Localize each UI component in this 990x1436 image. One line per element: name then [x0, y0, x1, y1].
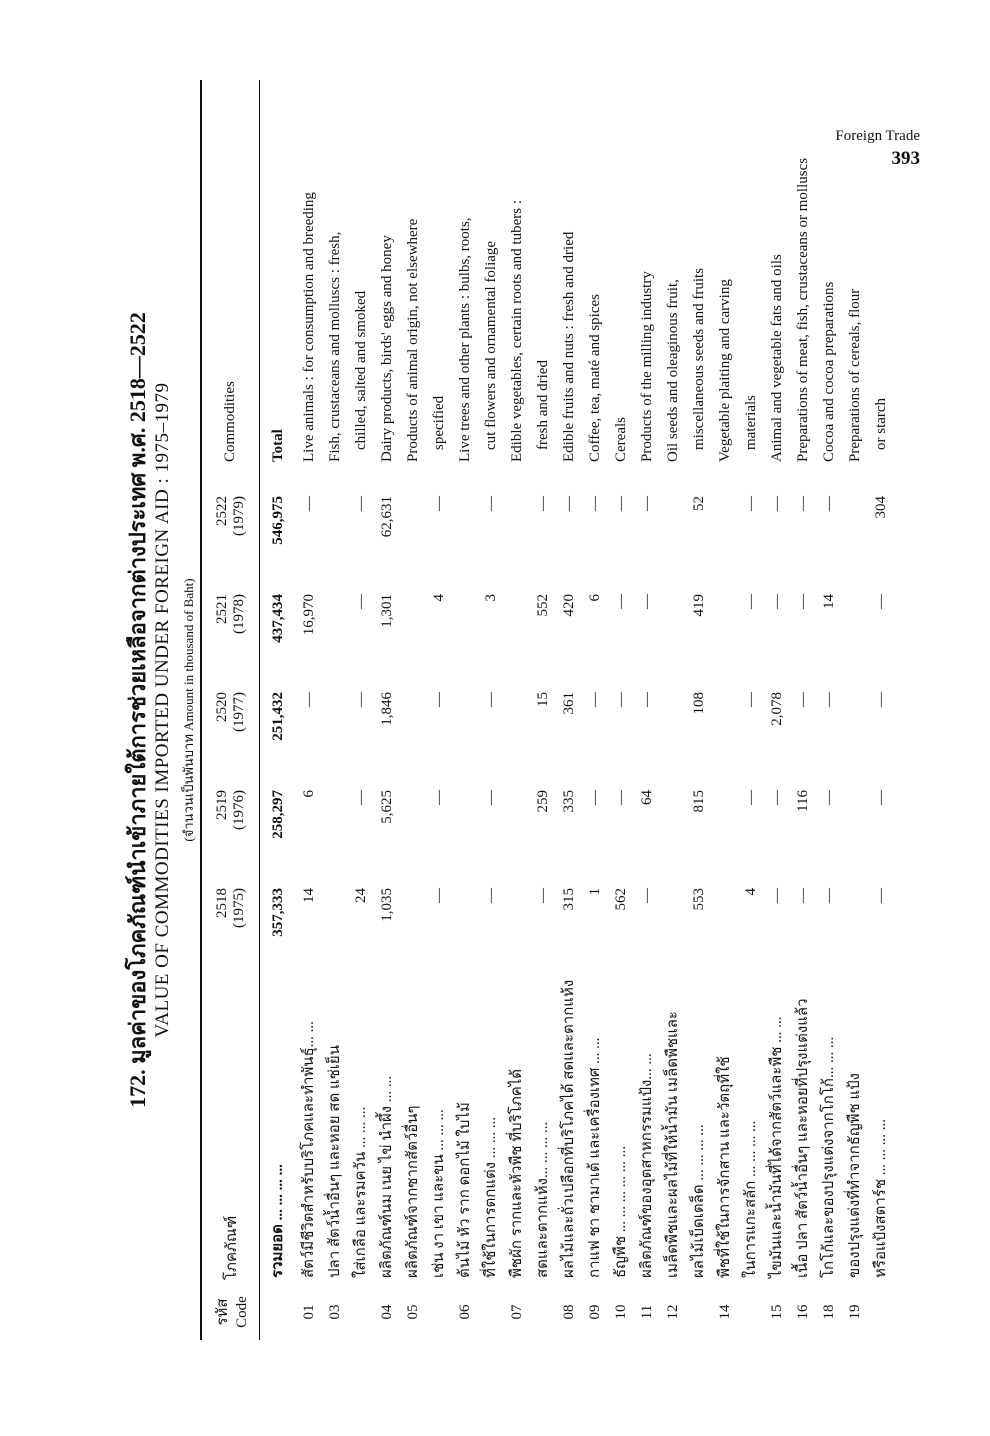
page-number: 393 — [891, 148, 920, 169]
year-header-1977 — [201, 678, 260, 776]
rotated-table-page — [120, 80, 990, 1340]
row-value-2518: 315 — [561, 888, 577, 911]
row-commodity-thai: ไขมันและน้ำมันที่ได้จากสัตว์และพืช ... ... — [769, 1016, 785, 1278]
row-value-2518: 24 — [353, 888, 369, 903]
row-value-2521: 552 — [535, 594, 551, 617]
row-value-2519: — — [613, 790, 629, 805]
row-value-2518: — — [795, 888, 811, 903]
row-value-2522: — — [743, 496, 759, 511]
row-code: 11 — [639, 1304, 655, 1320]
row-value-2519 — [660, 776, 686, 874]
table-row — [764, 80, 790, 1340]
table-row — [660, 80, 686, 1340]
row-value-2519: — — [483, 790, 499, 805]
row-value-2521: — — [743, 594, 759, 609]
row-value-2521: 14 — [821, 594, 837, 609]
row-value-2521 — [842, 580, 868, 678]
row-commodity-thai: สัตว์มีชีวิตสำหรับบริโภคและทำพันธุ์... ... — [301, 1021, 317, 1278]
row-code — [426, 1284, 452, 1340]
row-commodity-thai: เช่น งา เขา และขน ... ... ... — [431, 1109, 447, 1278]
row-value-2522: 304 — [873, 496, 889, 519]
row-code — [738, 1284, 764, 1340]
year-header-english: (1979) — [230, 496, 247, 536]
row-value-2522 — [400, 482, 426, 580]
row-value-2520 — [842, 678, 868, 776]
row-value-2520: 108 — [691, 692, 707, 715]
row-code — [530, 1284, 556, 1340]
row-commodity-thai: ผลไม้และถั่วเปลือกที่บริโภคได้ สดและตากแห้ง — [561, 979, 577, 1278]
row-value-2519 — [842, 776, 868, 874]
row-code: 04 — [379, 1304, 395, 1320]
row-value-2519: — — [587, 790, 603, 805]
code-header-english: Code — [234, 1296, 250, 1328]
row-commodity-english: specified — [431, 395, 447, 450]
row-value-2518 — [842, 874, 868, 972]
row-code: 09 — [587, 1304, 603, 1320]
row-value-2522: — — [769, 496, 785, 511]
row-value-2520: — — [301, 692, 317, 707]
year-header-english: (1977) — [230, 692, 247, 732]
table-row — [426, 80, 452, 1340]
year-header-thai: 2518 — [213, 888, 230, 918]
row-code — [478, 1284, 504, 1340]
row-value-2519: 5,625 — [379, 790, 395, 824]
year-header-1979 — [201, 482, 260, 580]
row-value-2518: — — [483, 888, 499, 903]
row-value-2518: — — [821, 888, 837, 903]
row-commodity-thai: ปลา สัตว์น้ำอื่นๆ และหอย สด แช่เย็น — [327, 1045, 343, 1278]
row-value-2520 — [452, 678, 478, 776]
commodity-thai-header: โภคภัณฑ์ — [201, 972, 260, 1284]
row-value-2519: 116 — [795, 790, 811, 812]
year-header-thai: 2522 — [213, 496, 230, 526]
row-value-2522: — — [353, 496, 369, 511]
row-value-2518: 553 — [691, 888, 707, 911]
row-value-2521: 1,301 — [379, 594, 395, 628]
row-value-2521 — [400, 580, 426, 678]
table-title-thai: 172. มูลค่าของโภคภัณฑ์นำเข้าภายใต้การช่วยเหลือจากต่างประเทศ พ.ศ. 2518—2522 — [125, 312, 150, 1108]
row-value-2520: — — [353, 692, 369, 707]
commodities-table — [200, 80, 894, 1340]
row-commodity-thai: ใส่เกลือ และรมควัน ... ... ... — [353, 1106, 369, 1278]
row-code: 15 — [769, 1304, 785, 1320]
row-value-2522: 62,631 — [379, 496, 395, 538]
row-value-2522: — — [431, 496, 447, 511]
row-value-2519 — [712, 776, 738, 874]
row-commodity-english: Edible vegetables, certain roots and tubers : — [509, 200, 525, 462]
row-value-2522: 52 — [691, 496, 707, 511]
row-code — [686, 1284, 712, 1340]
year-header-1976 — [201, 776, 260, 874]
row-value-2520: — — [587, 692, 603, 707]
row-commodity-english: miscellaneous seeds and fruits — [691, 267, 707, 450]
row-value-2521: 420 — [561, 594, 577, 617]
row-value-2518: 1,035 — [379, 888, 395, 922]
row-commodity-english: Animal and vegetable fats and oils — [769, 254, 785, 462]
row-commodity-english: Vegetable plaiting and carving — [717, 279, 733, 462]
row-code: 14 — [717, 1304, 733, 1320]
row-commodity-english: cut flowers and ornamental foliage — [483, 240, 499, 450]
row-value-2519: — — [431, 790, 447, 805]
row-value-2520: — — [821, 692, 837, 707]
row-value-2521 — [712, 580, 738, 678]
row-value-2519 — [322, 776, 348, 874]
row-value-2518 — [712, 874, 738, 972]
year-header-1978 — [201, 580, 260, 678]
row-value-2519: — — [353, 790, 369, 805]
row-commodity-thai: ผลิตภัณฑ์ของอุตสาหกรรมแป้ง... ... — [639, 1053, 655, 1278]
row-value-2522 — [322, 482, 348, 580]
row-value-2518 — [452, 874, 478, 972]
row-value-2519: — — [769, 790, 785, 805]
row-commodity-english: Edible fruits and nuts : fresh and dried — [561, 231, 577, 462]
row-commodity-english: Coffee, tea, maté and spices — [587, 294, 603, 462]
row-commodity-thai: เมล็ดพืชและผลไม้ที่ให้น้ำมัน เมล็ดพืชและ — [665, 1011, 681, 1278]
row-value-2522 — [452, 482, 478, 580]
row-value-2521 — [660, 580, 686, 678]
row-value-2518: — — [431, 888, 447, 903]
row-commodity-thai: ต้นไม้ หัว ราก ดอกไม้ ใบไม้ — [457, 1102, 473, 1278]
row-value-2522: — — [639, 496, 655, 511]
row-commodity-thai: ที่ใช้ในการตกแต่ง ... ... ... — [483, 1116, 499, 1278]
row-value-2520: — — [431, 692, 447, 707]
row-value-2519 — [452, 776, 478, 874]
row-commodity-english: Preparations of cereals, flour — [847, 288, 863, 462]
code-header-thai: รหัส — [215, 1298, 231, 1326]
row-value-2521 — [452, 580, 478, 678]
row-value-2518: — — [639, 888, 655, 903]
section-header: Foreign Trade — [835, 128, 920, 144]
row-value-2520: — — [639, 692, 655, 707]
commodities-english-header: Commodities — [201, 80, 260, 482]
row-code: 10 — [613, 1304, 629, 1320]
row-value-2521: 4 — [431, 594, 447, 602]
row-value-2520: 361 — [561, 692, 577, 715]
row-commodity-english: Live trees and other plants : bulbs, roots, — [457, 217, 473, 462]
row-code: 12 — [665, 1304, 681, 1320]
table-row — [374, 80, 400, 1340]
row-value-2522: — — [301, 496, 317, 511]
row-commodity-english: materials — [743, 395, 759, 450]
row-value-2520: — — [613, 692, 629, 707]
row-commodity-thai: ผลิตภัณฑ์จากซากสัตว์อื่นๆ — [405, 1105, 421, 1278]
row-value-2518 — [504, 874, 530, 972]
row-code: 07 — [509, 1304, 525, 1320]
row-commodity-thai: พืชที่ใช้ในการจักสาน และวัตถุที่ใช้ — [717, 1056, 733, 1278]
row-value-2519: — — [873, 790, 889, 805]
row-code: 01 — [301, 1304, 317, 1320]
table-row — [608, 80, 634, 1340]
row-commodity-english: Products of the milling industry — [639, 271, 655, 462]
year-header-english: (1976) — [230, 790, 247, 830]
row-value-2521: — — [769, 594, 785, 609]
row-value-2522 — [842, 482, 868, 580]
row-commodity-thai: ธัญพืช ... ... ... ... ... ... — [613, 1145, 629, 1278]
row-commodity-english: Live animals : for consumption and breeding — [301, 192, 317, 462]
row-value-2519: 259 — [535, 790, 551, 813]
row-value-2521: 16,970 — [301, 594, 317, 636]
row-commodity-english: Total — [270, 429, 286, 462]
table-title-english: VALUE OF COMMODITIES IMPORTED UNDER FOREIGN AID : 1975–1979 — [152, 382, 173, 1038]
row-value-2521: — — [353, 594, 369, 609]
table-row — [400, 80, 426, 1340]
row-value-2519: 6 — [301, 790, 317, 798]
row-commodity-english: fresh and dried — [535, 360, 551, 450]
row-value-2520: 251,432 — [270, 692, 286, 741]
row-value-2519 — [400, 776, 426, 874]
row-value-2522: — — [821, 496, 837, 511]
row-value-2520: 1,846 — [379, 692, 395, 726]
row-value-2522: 546,975 — [270, 496, 286, 545]
row-commodity-english: Cereals — [613, 417, 629, 462]
row-value-2521: 419 — [691, 594, 707, 617]
row-value-2520 — [712, 678, 738, 776]
row-commodity-english: chilled, salted and smoked — [353, 290, 369, 450]
row-commodity-english: Cocoa and cocoa preparations — [821, 281, 837, 462]
row-value-2518: — — [535, 888, 551, 903]
row-value-2520: 15 — [535, 692, 551, 707]
row-code — [348, 1284, 374, 1340]
row-value-2518: 4 — [743, 888, 759, 896]
row-value-2521 — [322, 580, 348, 678]
row-commodity-thai: ผลไม้เบ็ดเตล็ด ... ... ... ... — [691, 1124, 707, 1278]
row-code — [868, 1284, 894, 1340]
row-commodity-english: Oil seeds and oleaginous fruit, — [665, 279, 681, 462]
row-commodity-thai: รวมยอด ... ... ... ... — [270, 1164, 286, 1278]
table-header — [201, 80, 260, 1340]
row-value-2519: 258,297 — [270, 790, 286, 839]
row-commodity-thai: ของปรุงแต่งที่ทำจากธัญพืช แป้ง — [847, 1073, 863, 1278]
table-row — [530, 80, 556, 1340]
row-commodity-english: Products of animal origin, not elsewhere — [405, 218, 421, 462]
row-code — [260, 1284, 297, 1340]
row-value-2521: 437,434 — [270, 594, 286, 643]
table-row — [816, 80, 842, 1340]
row-commodity-english: Preparations of meat, fish, crustaceans or molluscs — [795, 157, 811, 462]
row-code: 05 — [405, 1304, 421, 1320]
row-code: 03 — [327, 1304, 343, 1320]
table-row — [556, 80, 582, 1340]
table-body — [260, 80, 895, 1340]
table-row — [322, 80, 348, 1340]
row-code: 16 — [795, 1304, 811, 1320]
row-value-2518 — [400, 874, 426, 972]
row-value-2521: 3 — [483, 594, 499, 602]
table-row — [712, 80, 738, 1340]
row-code: 06 — [457, 1304, 473, 1320]
table-row — [478, 80, 504, 1340]
table-row — [504, 80, 530, 1340]
row-value-2521: — — [795, 594, 811, 609]
row-value-2518 — [322, 874, 348, 972]
year-header-thai: 2519 — [213, 790, 230, 820]
row-code: 19 — [847, 1304, 863, 1320]
table-unit-note: (จำนวนเป็นพันบาท Amount in thousand of Baht) — [181, 578, 196, 842]
row-commodity-thai: พืชผัก รากและหัวพืช ที่บริโภคได้ — [509, 1068, 525, 1278]
table-row — [738, 80, 764, 1340]
row-value-2518: 357,333 — [270, 888, 286, 937]
row-commodity-thai: ผลิตภัณฑ์นม เนย ไข่ นำผึ้ง ... ... — [379, 1075, 395, 1278]
row-commodity-thai: เนื้อ ปลา สัตว์น้ำอื่นๆ และหอยที่ปรุงแต่งแล้ว — [795, 998, 811, 1278]
row-value-2519: — — [821, 790, 837, 805]
table-row — [452, 80, 478, 1340]
row-value-2522: — — [535, 496, 551, 511]
table-row — [790, 80, 816, 1340]
row-commodity-thai: ในการแกะสลัก ... ... ... ... — [743, 1120, 759, 1278]
row-value-2520: — — [873, 692, 889, 707]
table-row — [348, 80, 374, 1340]
year-header-1975 — [201, 874, 260, 972]
table-row — [634, 80, 660, 1340]
row-commodity-english: Fish, crustaceans and molluscs : fresh, — [327, 231, 343, 462]
row-code: 18 — [821, 1304, 837, 1320]
row-value-2522: — — [587, 496, 603, 511]
row-value-2519: 335 — [561, 790, 577, 813]
row-value-2520: — — [743, 692, 759, 707]
row-value-2521 — [504, 580, 530, 678]
row-value-2520 — [504, 678, 530, 776]
row-code: 08 — [561, 1304, 577, 1320]
row-value-2519: 815 — [691, 790, 707, 813]
row-value-2519: 64 — [639, 790, 655, 805]
row-value-2522: — — [795, 496, 811, 511]
year-header-english: (1978) — [230, 594, 247, 634]
row-commodity-thai: กาแฟ ชา ชามาเต้ และเครื่องเทศ ... ... — [587, 1037, 603, 1278]
row-value-2521: — — [613, 594, 629, 609]
row-value-2522: — — [613, 496, 629, 511]
table-row — [686, 80, 712, 1340]
row-commodity-english: Dairy products, birds' eggs and honey — [379, 235, 395, 462]
row-value-2521: 6 — [587, 594, 603, 602]
table-row — [582, 80, 608, 1340]
row-value-2518: 1 — [587, 888, 603, 896]
row-value-2522: — — [561, 496, 577, 511]
row-value-2518: — — [769, 888, 785, 903]
row-value-2522 — [504, 482, 530, 580]
row-value-2518 — [660, 874, 686, 972]
row-value-2520: — — [483, 692, 499, 707]
year-header-thai: 2520 — [213, 692, 230, 722]
row-commodity-thai: สดและตากแห้ง... ... ... ... — [535, 1121, 551, 1278]
row-commodity-thai: โกโก้และของปรุงแต่งจากโกโก้... ... ... — [821, 1036, 837, 1278]
row-value-2522 — [712, 482, 738, 580]
row-value-2520 — [660, 678, 686, 776]
table-row — [296, 80, 322, 1340]
row-value-2519 — [504, 776, 530, 874]
row-value-2520: 2,078 — [769, 692, 785, 726]
row-value-2518: — — [873, 888, 889, 903]
total-row — [260, 80, 297, 1340]
row-value-2518: 562 — [613, 888, 629, 911]
header-row — [201, 80, 260, 1340]
year-header-thai: 2521 — [213, 594, 230, 624]
row-value-2520: — — [795, 692, 811, 707]
table-row — [868, 80, 894, 1340]
row-value-2522 — [660, 482, 686, 580]
row-commodity-thai: หรือแป้งสตาร์ช ... ... ... ... — [873, 1118, 889, 1278]
row-value-2521: — — [873, 594, 889, 609]
row-value-2520 — [322, 678, 348, 776]
year-header-english: (1975) — [230, 888, 247, 928]
row-value-2518: 14 — [301, 888, 317, 903]
row-commodity-english: or starch — [873, 397, 889, 450]
row-value-2519: — — [743, 790, 759, 805]
row-value-2520 — [400, 678, 426, 776]
row-value-2521: — — [639, 594, 655, 609]
row-value-2522: — — [483, 496, 499, 511]
code-header — [201, 1284, 260, 1340]
table-row — [842, 80, 868, 1340]
